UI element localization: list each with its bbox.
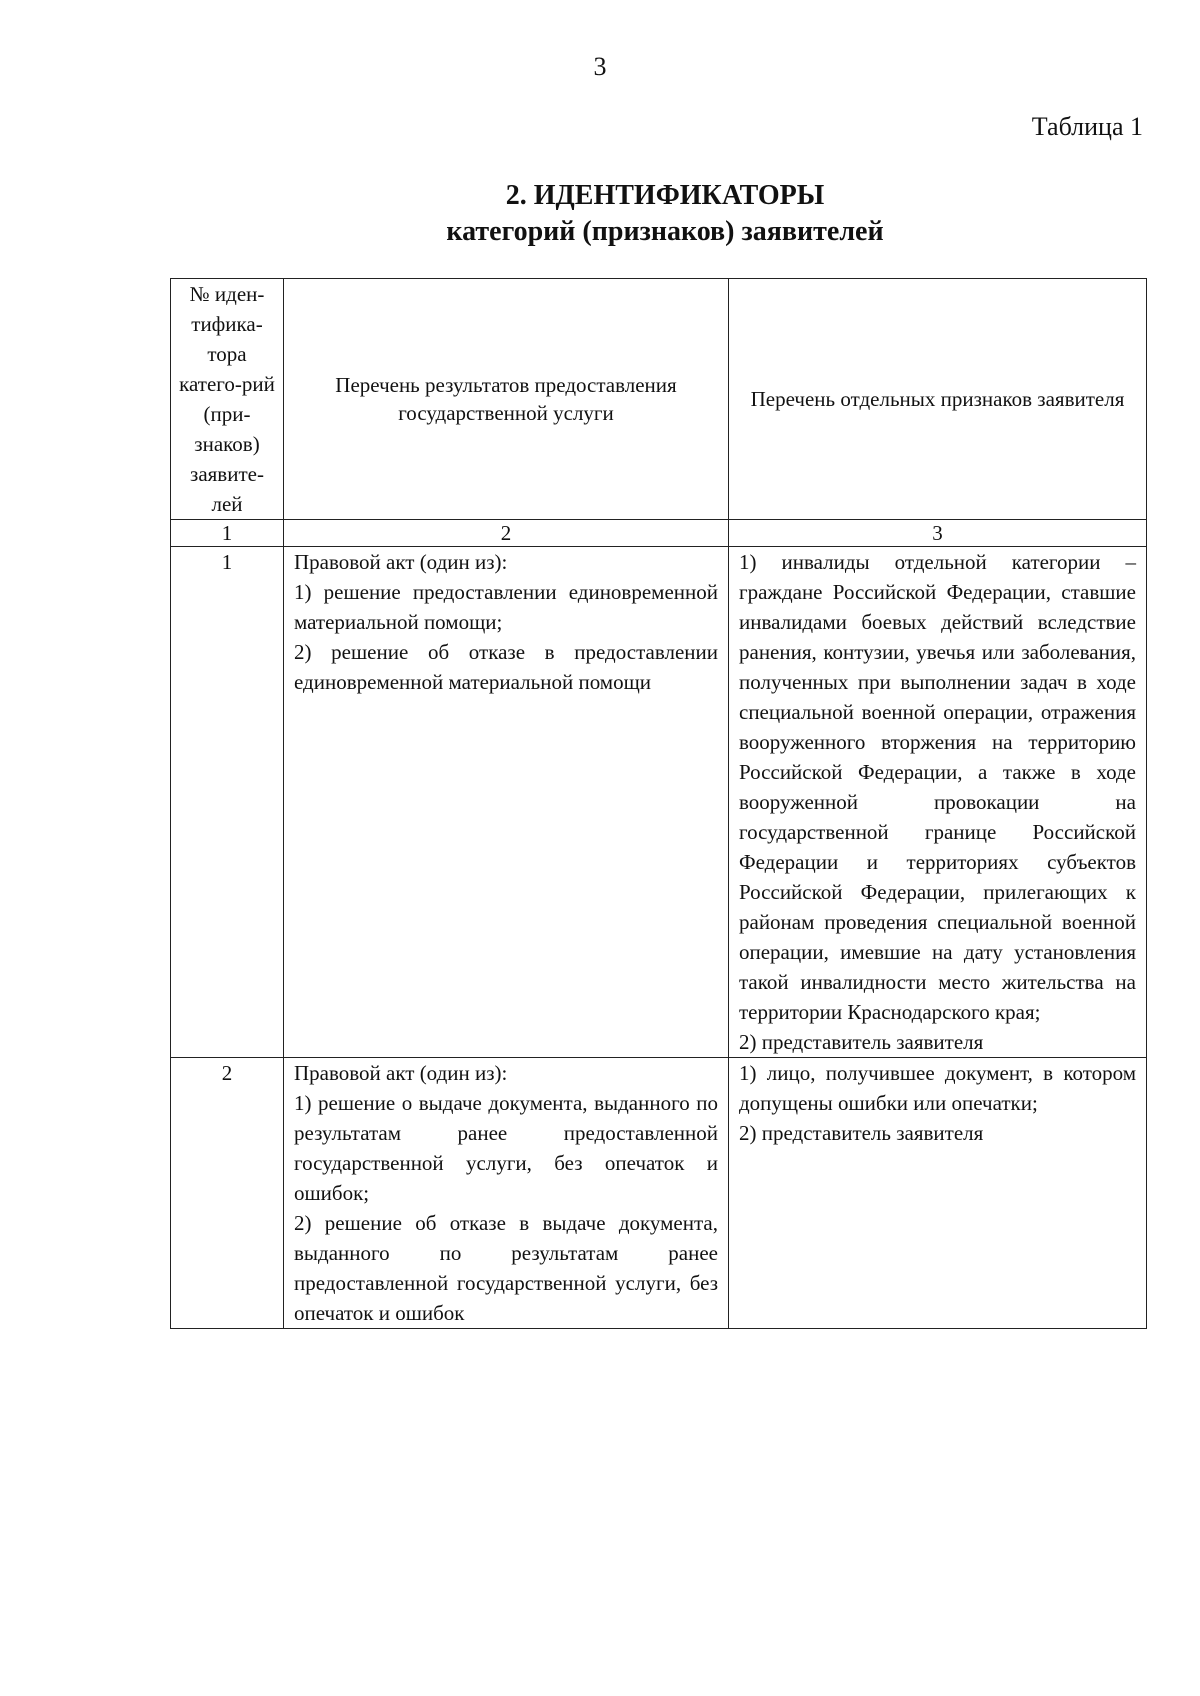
- results-item: 2) решение об отказе в предоставлении единовременной материальной помощи: [294, 640, 718, 694]
- row-id: 2: [171, 1058, 284, 1329]
- features-item: 1) инвалиды отдельной категории – граждане Российской Федерации, ставшие инвалидами боевых действий вследствие ранения, контузии, увечья или заболевания, полученных при выполнении задач в ходе специальной военной операции, отражения вооруженного вторжения на территорию Российской Федерации, а также в ходе вооруженной провокации на государственной границе Российской Федерации и территориях субъектов Российской Федерации, прилегающих к районам проведения специальной военной операции, имевшие на дату установления такой инвалидности место жительства на территории Краснодарского края;: [739, 550, 1136, 1024]
- column-number: 1: [171, 520, 284, 547]
- document-title: [0, 178, 1200, 250]
- table-label: Таблица 1: [1031, 112, 1143, 141]
- row-id: 1: [171, 547, 284, 1058]
- table-row: [171, 1058, 1147, 1329]
- title-line-2: категорий (признаков) заявителей: [446, 216, 884, 247]
- results-cell: [284, 547, 729, 1058]
- results-item: Правовой акт (один из):: [294, 1061, 508, 1085]
- title-line-1: 2. ИДЕНТИФИКАТОРЫ: [505, 180, 825, 211]
- table-row: [171, 547, 1147, 1058]
- features-cell: [729, 1058, 1147, 1329]
- column-number: 3: [729, 520, 1147, 547]
- header-cell-id: № иден-тифика-тора катего-рий (при-знаков) заявите-лей: [171, 279, 284, 520]
- results-item: 2) решение об отказе в выдаче документа, выданного по результатам ранее предоставленной государственной услуги, без опечаток и ошибок: [294, 1211, 718, 1325]
- column-number-row: [171, 520, 1147, 547]
- results-item: 1) решение о выдаче документа, выданного по результатам ранее предоставленной государственной услуги, без опечаток и ошибок;: [294, 1091, 718, 1205]
- column-number: 2: [284, 520, 729, 547]
- results-cell: [284, 1058, 729, 1329]
- header-cell-results: Перечень результатов предоставления государственной услуги: [284, 279, 729, 520]
- page-number: 3: [593, 52, 607, 81]
- features-item: 2) представитель заявителя: [739, 1030, 984, 1054]
- features-cell: [729, 547, 1147, 1058]
- header-cell-features: Перечень отдельных признаков заявителя: [729, 279, 1147, 520]
- results-item: Правовой акт (один из):: [294, 550, 508, 574]
- table-header-row: [171, 279, 1147, 520]
- features-item: 2) представитель заявителя: [739, 1121, 984, 1145]
- results-item: 1) решение предоставлении единовременной материальной помощи;: [294, 580, 718, 634]
- identifiers-table: [170, 278, 1147, 1329]
- features-item: 1) лицо, получившее документ, в котором допущены ошибки или опечатки;: [739, 1061, 1136, 1115]
